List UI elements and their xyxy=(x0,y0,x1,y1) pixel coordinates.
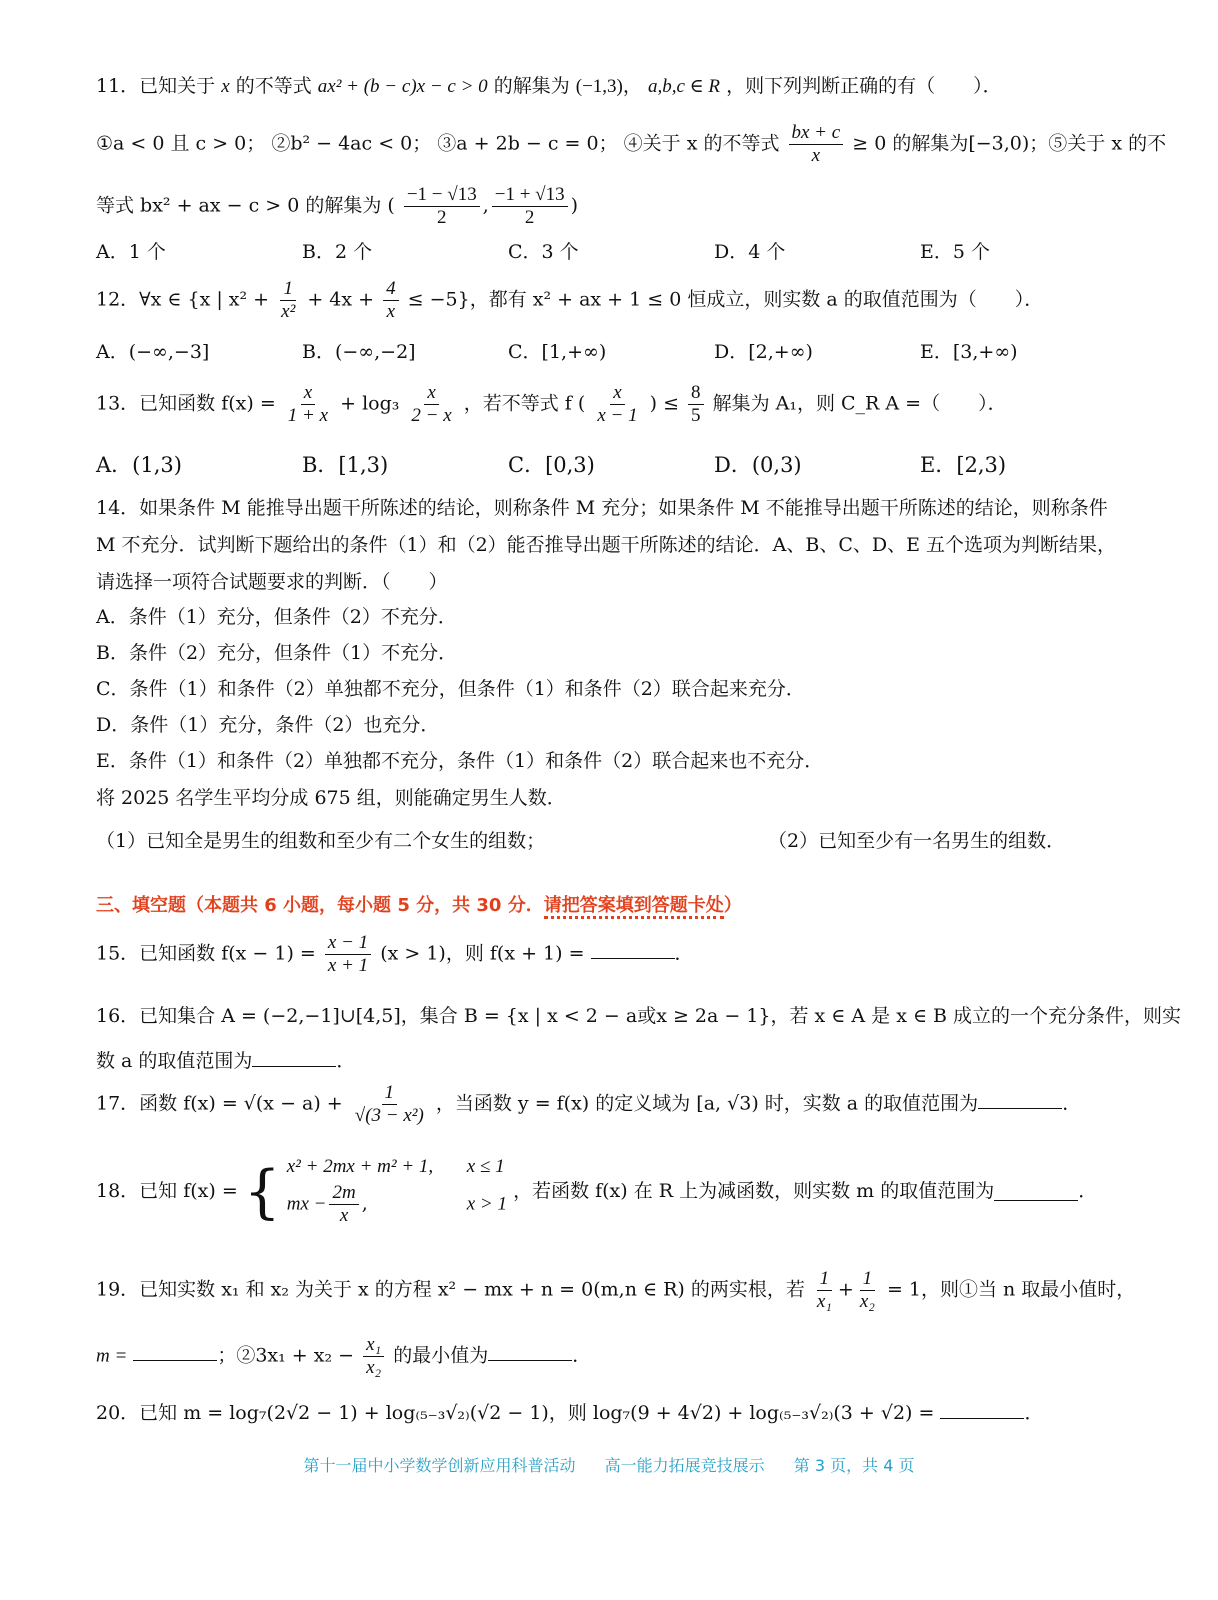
q19-fraction-b xyxy=(857,1268,878,1313)
q20-end: ． xyxy=(1024,1402,1044,1424)
q12-fb-den: x xyxy=(386,300,396,322)
q12-option-d[interactable]: D．[2,+∞) xyxy=(714,341,813,363)
q14-option-e[interactable]: E．条件（1）和条件（2）单独都不充分，条件（1）和条件（2）联合起来也不充分． xyxy=(96,750,824,772)
q14-option-a[interactable]: A．条件（1）充分，但条件（2）不充分． xyxy=(96,606,457,628)
q17-f-den: √(3 − x²) xyxy=(354,1104,424,1126)
q14-condition-2: （2）已知至少有一名男生的组数． xyxy=(768,830,1066,852)
q14-problem: 将 2025 名学生平均分成 675 组，则能确定男生人数． xyxy=(96,787,566,809)
q18-pre: 18．已知 f(x) = xyxy=(96,1179,238,1202)
q14-option-b[interactable]: B．条件（2）充分，但条件（1）不充分． xyxy=(96,642,458,664)
q18-brace: { xyxy=(243,1157,281,1226)
q11-f2-num: −1 + √13 xyxy=(492,184,568,207)
question-20 xyxy=(96,1400,1126,1426)
q14-condition-1: （1）已知全是男生的组数和至少有二个女生的组数； xyxy=(96,830,546,852)
question-11-items xyxy=(96,122,1167,167)
q11-fraction-2 xyxy=(492,184,568,229)
q15-answer-blank[interactable] xyxy=(591,940,675,959)
q18-case2-cond: x > 1 xyxy=(466,1193,508,1215)
q19-fa-den: x₁ xyxy=(816,1290,832,1312)
q13-pre: 13．已知函数 f(x) = xyxy=(96,392,276,415)
question-11-item5: 等式 bx² + ax − c > 0 的解集为 ( $\frac{-1 - √13}{2}$ , $\frac{-1 + √13}{2}$ ) xyxy=(96,184,579,228)
q12-post: ≤ −5}，都有 x² + ax + 1 ≤ 0 恒成立，则实数 a 的取值范围为（ ）． xyxy=(407,288,1044,311)
q12-option-a[interactable]: A．(−∞,−3] xyxy=(96,341,210,363)
q17-fraction xyxy=(352,1082,427,1127)
q11-option-d[interactable]: D．4 个 xyxy=(714,241,786,263)
q17-post: ，当函数 y = f(x) 的定义域为 [a, √3) 时，实数 a 的取值范围为 xyxy=(435,1092,979,1115)
q11-stem-sol: 的解集为 xyxy=(493,75,570,97)
page-footer xyxy=(0,1456,1218,1477)
q13-post: 解集为 A₁，则 C_R A =（ ）． xyxy=(712,392,1007,415)
question-11: 11．已知关于 x 的不等式 ax² + (b − c)x − c > 0 的解集为 (−1,3)， a,b,c ∈ R ，则下列判断正确的有（ ）． xyxy=(96,75,1002,97)
q19-end: ． xyxy=(572,1344,592,1367)
section-3-title-end: ） xyxy=(723,895,742,916)
q20-text: 20．已知 m = log₇(2√2 − 1) + log₍₅₋₃√₂₎(√2 − 1)，则 log₇(9 + 4√2) + log₍₅₋₃√₂₎(3 + √2) = xyxy=(96,1402,935,1424)
q18-case1-expr: x² + 2mx + m² + 1, xyxy=(286,1156,434,1177)
q11-option-b[interactable]: B．2 个 xyxy=(302,241,373,263)
q12-option-b[interactable]: B．(−∞,−2] xyxy=(302,341,416,363)
q11-fraction-1 xyxy=(404,184,480,229)
q12-fraction-a xyxy=(278,278,298,323)
section-3-title: 三、填空题（本题共 6 小题，每小题 5 分，共 30 分． xyxy=(96,895,544,916)
q19-post: = 1，则①当 n 取最小值时， xyxy=(886,1278,1136,1301)
q14-stem: 14．如果条件 M 能推导出题干所陈述的结论，则称条件 M 充分；如果条件 M 不能推导出题干所陈述的结论，则称条件 M 不充分．试判断下题给出的条件（1）和（2）能否推导出题干所陈述的结论．A、B、C、D、E 五个选项为判断结果，请选择一项符合试题要求的判断．（ ） xyxy=(96,497,1117,593)
q19-fb-num: 1 xyxy=(860,1268,876,1291)
q12-fa-num: 1 xyxy=(280,278,296,301)
q19-fa-num: 1 xyxy=(817,1268,833,1291)
q11-item2: ②b² − 4ac < 0； xyxy=(271,132,432,155)
footer-page: 第 3 页，共 4 页 xyxy=(793,1456,915,1475)
q11-line3-pre: 等式 bx² + ax − c > 0 的解集为 ( xyxy=(96,194,395,217)
q11-stem-pre: 11．已知关于 xyxy=(96,75,216,97)
question-18 xyxy=(96,1156,1126,1227)
q12-option-c[interactable]: C．[1,+∞) xyxy=(508,341,607,363)
q16-line2: 数 a 的取值范围为 xyxy=(96,1050,253,1072)
q12-option-e[interactable]: E．[3,+∞) xyxy=(920,341,1018,363)
footer-event: 第十一届中小学数学创新应用科普活动 xyxy=(303,1456,576,1475)
q13-mid2: ) ≤ xyxy=(649,392,679,415)
q12-fa-den: x² xyxy=(281,300,296,322)
q17-pre: 17．函数 f(x) = √(x − a) + xyxy=(96,1092,343,1115)
q14-options xyxy=(96,599,1126,779)
q12-fraction-b xyxy=(383,278,399,323)
q13-options xyxy=(96,452,1126,479)
q14-option-d[interactable]: D．条件（1）充分，条件（2）也充分． xyxy=(96,714,440,736)
q18-case2-expr xyxy=(287,1182,467,1227)
q11-item3: ③a + 2b − c = 0； xyxy=(437,132,618,155)
q12-options xyxy=(96,340,1126,365)
question-15 xyxy=(96,932,1126,977)
q19-answer-blank-2[interactable] xyxy=(488,1342,572,1361)
q18-case2-pre: mx − xyxy=(286,1193,327,1215)
q11-f1-num: −1 − √13 xyxy=(404,184,480,207)
q19-fraction-c xyxy=(363,1334,384,1379)
q13-mid: ，若不等式 f ( xyxy=(463,392,586,415)
footer-grade: 高一能力拓展竞技展示 xyxy=(604,1456,765,1475)
q13-fb-num: x xyxy=(424,382,438,405)
q19-answer-blank-1[interactable] xyxy=(133,1342,217,1361)
q17-f-num: 1 xyxy=(382,1082,398,1105)
q18-case1-cond: x ≤ 1 xyxy=(466,1156,505,1177)
q16-line1: 16．已知集合 A = (−2,−1]∪[4,5]，集合 B = {x | x < 2 − a或x ≥ 2a − 1}，若 x ∈ A 是 x ∈ B 成立的一个充分条件，则实 xyxy=(96,1005,1182,1027)
q13-fraction-b xyxy=(408,382,454,427)
q19-fraction-a xyxy=(814,1268,835,1313)
question-17 xyxy=(96,1082,1126,1127)
q18-answer-blank[interactable] xyxy=(994,1182,1078,1201)
q11-f2-den: 2 xyxy=(524,206,535,228)
q16-answer-blank[interactable] xyxy=(252,1048,336,1067)
q13-option-b[interactable]: B．[1,3) xyxy=(302,453,389,477)
q15-post: (x > 1)，则 f(x + 1) = xyxy=(380,942,585,965)
q18-end: ． xyxy=(1078,1179,1098,1202)
q11-item4-den: x xyxy=(811,144,821,166)
q13-fa-num: x xyxy=(301,382,315,405)
q13-fc-num: x xyxy=(610,382,624,405)
q13-fraction-c xyxy=(594,382,640,427)
q12-mid: + 4x + xyxy=(307,288,375,311)
q11-inequality: ax² + (b − c)x − c > 0 xyxy=(317,76,488,97)
q13-fd-den: 5 xyxy=(691,404,701,426)
q14-conditions xyxy=(96,829,1126,854)
q11-item4-post: ≥ 0 的解集为[−3,0)；⑤关于 x 的不 xyxy=(852,132,1167,155)
q11-item4-num: bx + c xyxy=(789,122,844,145)
q18-case2-comma: , xyxy=(361,1192,368,1215)
section-3-title-emphasis: 请把答案填到答题卡处 xyxy=(544,895,724,919)
q13-fd-num: 8 xyxy=(688,382,704,405)
q18-case-1 xyxy=(287,1156,507,1178)
question-19-line2 xyxy=(96,1334,1126,1379)
q18-post: ，若函数 f(x) 在 R 上为减函数，则实数 m 的取值范围为 xyxy=(513,1179,995,1202)
q15-f-den: x + 1 xyxy=(327,954,369,976)
q11-item4-fraction xyxy=(789,122,844,167)
q18-case-2 xyxy=(287,1182,507,1227)
q19-line2-post: 的最小值为 xyxy=(393,1344,489,1367)
q11-option-a[interactable]: A．1 个 xyxy=(96,241,166,263)
q16-end: ． xyxy=(336,1050,356,1072)
question-13 xyxy=(96,382,1126,427)
q13-fc-den: x − 1 xyxy=(597,404,638,426)
q15-end: ． xyxy=(674,942,694,965)
q17-answer-blank[interactable] xyxy=(978,1090,1062,1109)
question-16 xyxy=(96,1004,1182,1029)
q11-stem-end: ，则下列判断正确的有（ ）． xyxy=(726,75,1002,97)
q11-f1-den: 2 xyxy=(437,206,447,228)
q11-option-c[interactable]: C．3 个 xyxy=(508,241,579,263)
question-16-line2 xyxy=(96,1048,1126,1074)
q11-var-x: x xyxy=(221,76,230,97)
q13-fb-den: 2 − x xyxy=(411,404,452,426)
q14-option-c[interactable]: C．条件（1）和条件（2）单独都不充分，但条件（1）和条件（2）联合起来充分． xyxy=(96,678,805,700)
q11-item1: ①a < 0 且 c > 0； xyxy=(96,132,266,155)
q15-f-num: x − 1 xyxy=(325,932,371,955)
q13-fraction-d xyxy=(688,382,704,427)
q11-vars: a,b,c ∈ R xyxy=(647,76,721,97)
question-14 xyxy=(96,490,1126,601)
question-19 xyxy=(96,1268,1136,1313)
q17-end: ． xyxy=(1062,1092,1082,1115)
section-3-heading xyxy=(96,894,1126,917)
q15-fraction xyxy=(325,932,371,977)
q19-fc-num: x₁ xyxy=(363,1334,384,1357)
q11-item4-pre: ④关于 x 的不等式 xyxy=(623,132,780,155)
q19-fc-den: x₂ xyxy=(366,1356,382,1378)
q19-line2-pre: m = xyxy=(96,1345,128,1367)
q15-pre: 15．已知函数 f(x − 1) = xyxy=(96,942,316,965)
question-12 xyxy=(96,278,1126,323)
q19-line2-mid: ；②3x₁ + x₂ − xyxy=(217,1344,355,1367)
q18-case2-fraction xyxy=(329,1182,358,1227)
q19-fb-den: x₂ xyxy=(859,1290,875,1312)
q18-cases xyxy=(287,1156,507,1227)
q12-fb-num: 4 xyxy=(383,278,399,301)
q19-plus: + xyxy=(837,1278,854,1301)
q13-log: + log₃ xyxy=(340,392,400,415)
q11-stem-mid: 的不等式 xyxy=(235,75,312,97)
q11-interval: (−1,3) xyxy=(575,76,623,97)
q18-case2-den: x xyxy=(339,1204,349,1226)
q13-option-a[interactable]: A．(1,3) xyxy=(96,453,182,477)
q13-option-c[interactable]: C．[0,3) xyxy=(508,453,595,477)
q12-pre: 12．∀x ∈ {x | x² + xyxy=(96,288,270,311)
q18-case2-num: 2m xyxy=(329,1182,358,1205)
q13-option-e[interactable]: E．[2,3) xyxy=(920,453,1007,477)
q20-answer-blank[interactable] xyxy=(940,1400,1024,1419)
q11-options xyxy=(96,240,1126,265)
q13-fraction-a xyxy=(285,382,331,427)
q13-fa-den: 1 + x xyxy=(287,404,329,426)
q11-option-e[interactable]: E．5 个 xyxy=(920,241,990,263)
q13-option-d[interactable]: D．(0,3) xyxy=(714,453,802,477)
q19-pre: 19．已知实数 x₁ 和 x₂ 为关于 x 的方程 x² − mx + n = 0(m,n ∈ R) 的两实根，若 xyxy=(96,1278,805,1301)
